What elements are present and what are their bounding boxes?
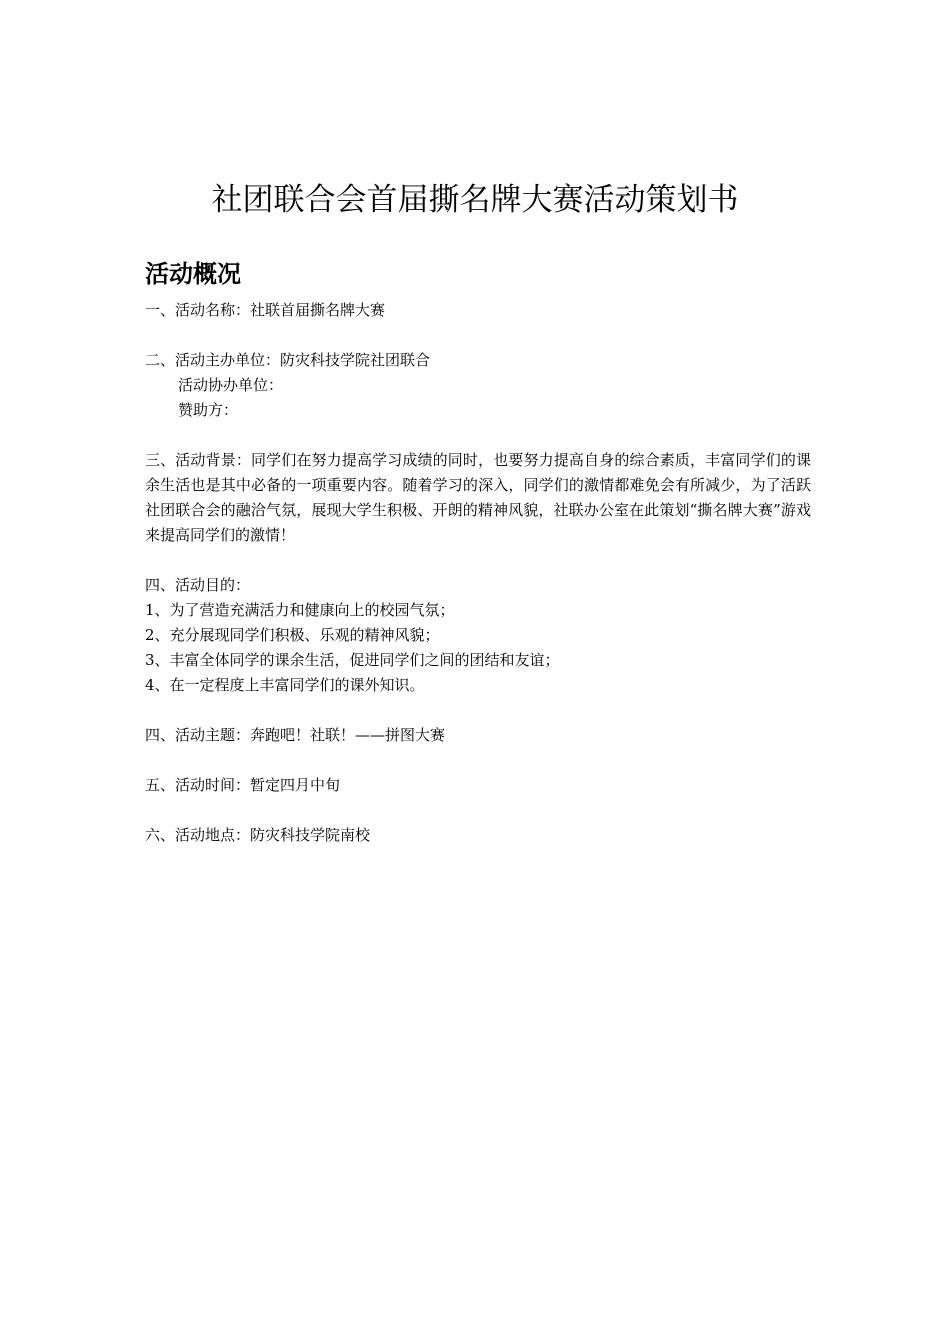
activity-place: 六、活动地点：防灾科技学院南校 (145, 826, 371, 844)
purpose-item: 2、充分展现同学们积极、乐观的精神风貌； (145, 626, 440, 644)
activity-organizer: 二、活动主办单位：防灾科技学院社团联合 (145, 351, 431, 369)
purpose-item: 4、在一定程度上丰富同学们的课外知识。 (145, 676, 425, 694)
purpose-item: 1、为了营造充满活力和健康向上的校园气氛； (145, 601, 455, 619)
document-title: 社团联合会首届撕名牌大赛活动策划书 (211, 182, 739, 218)
document-body (145, 298, 811, 848)
paragraph-gap (145, 798, 811, 823)
purpose-item: 3、丰富全体同学的课余生活，促进同学们之间的团结和友谊； (145, 651, 560, 669)
paragraph-gap (145, 698, 811, 723)
activity-purpose-heading: 四、活动目的： (145, 576, 251, 594)
activity-sponsor: 赞助方： (178, 401, 239, 419)
section-heading: 活动概况 (145, 260, 241, 288)
activity-name: 一、活动名称：社联首届撕名牌大赛 (145, 301, 386, 319)
activity-background: 三、活动背景：同学们在努力提高学习成绩的同时，也要努力提高自身的综合素质，丰富同学们的课余生活也是其中必备的一项重要内容。随着学习的深入，同学们的激情都难免会有所减少，为了活跃社团联合会的融洽气氛，展现大学生积极、开朗的精神风貌，社联办公室在此策划“撕名牌大赛”游戏来提高同学们的激情！ (145, 451, 811, 544)
paragraph-gap (145, 323, 811, 348)
activity-theme: 四、活动主题：奔跑吧！社联！——拼图大赛 (145, 726, 446, 744)
activity-co-organizer: 活动协办单位： (178, 376, 284, 394)
paragraph-gap (145, 748, 811, 773)
paragraph-gap (145, 548, 811, 573)
paragraph-gap (145, 423, 811, 448)
activity-time: 五、活动时间：暂定四月中旬 (145, 776, 341, 794)
